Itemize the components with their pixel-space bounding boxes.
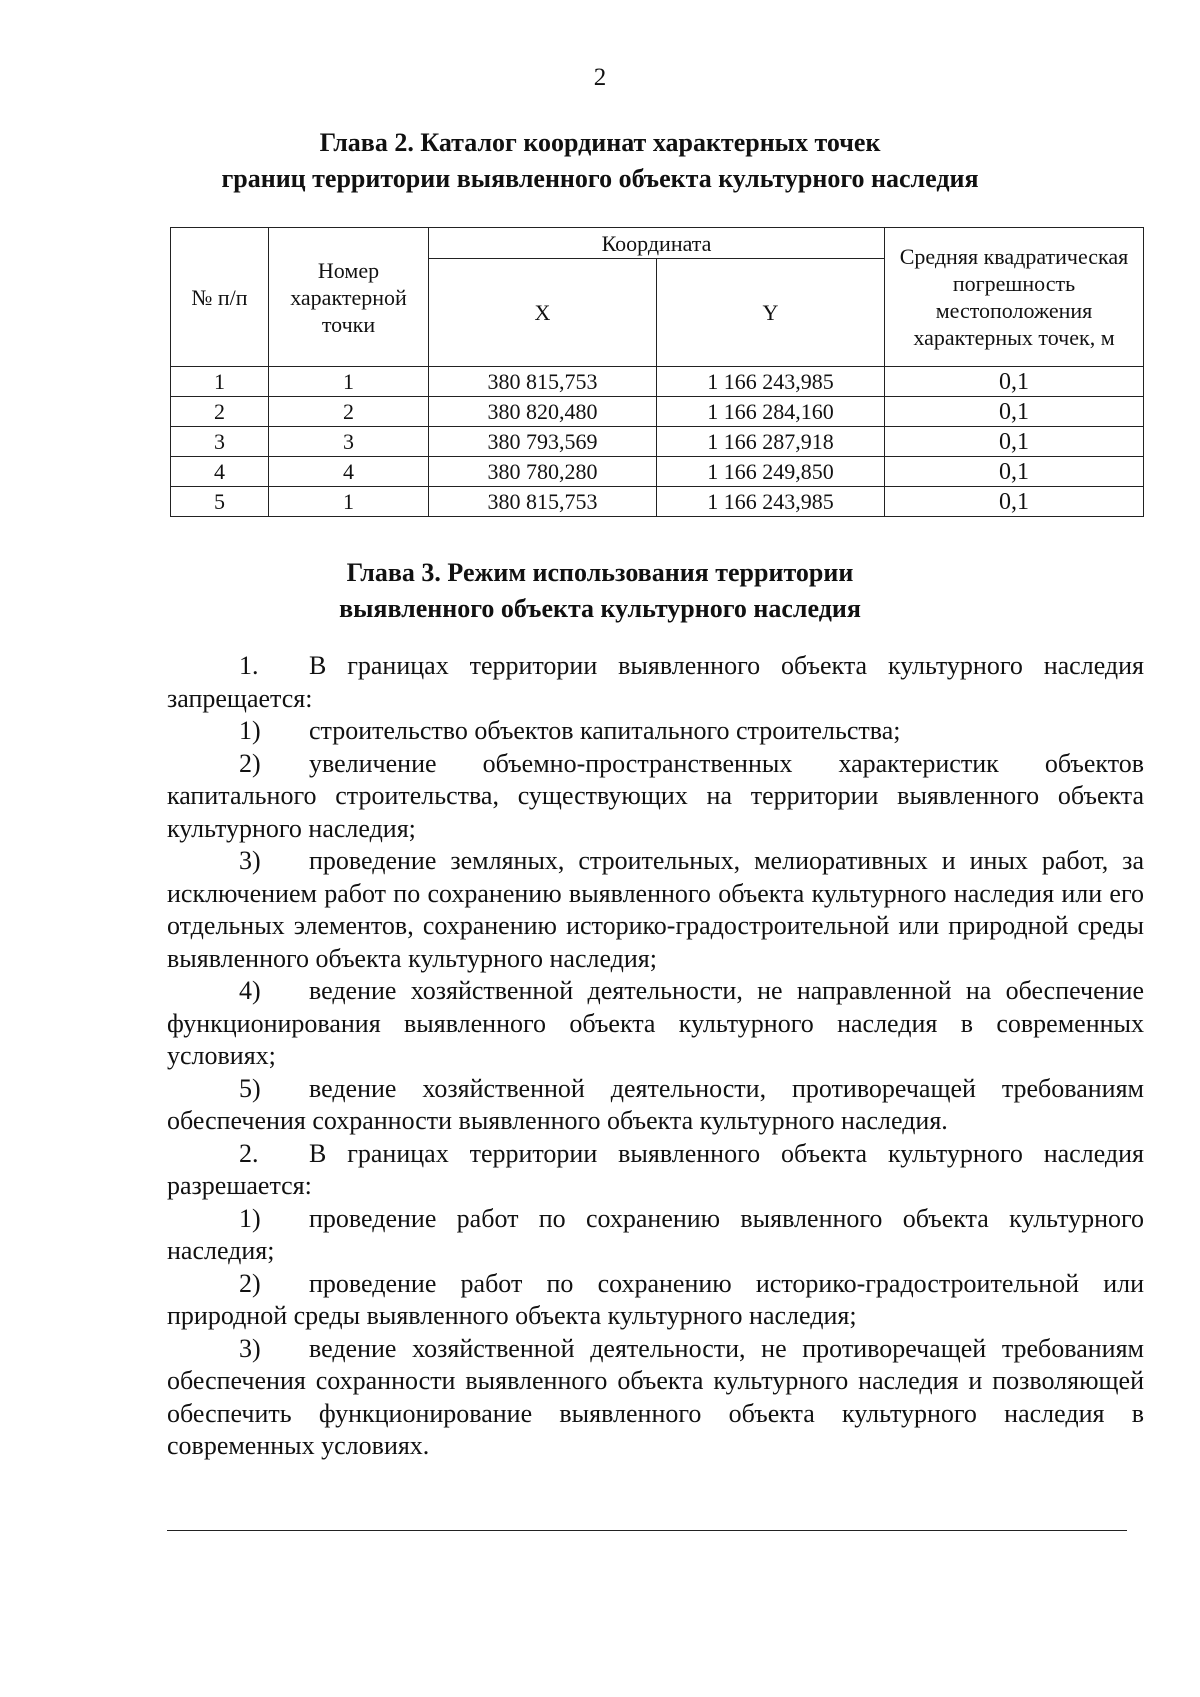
list-item-text: В границах территории выявленного объекта культурного наследия разрешается: — [167, 1138, 1144, 1200]
list-item-text: ведение хозяйственной деятельности, не противоречащей требованиям обеспечения сохранности выявленного объекта культурного наследия и позволяющей обеспечить функционирование выявленного объекта культурного наследия в современных условиях. — [167, 1333, 1144, 1460]
cell-error: 0,1 — [885, 397, 1144, 427]
cell-y: 1 166 249,850 — [657, 457, 885, 487]
list-item — [167, 1333, 1144, 1463]
list-item — [167, 1203, 1144, 1268]
cell-point: 1 — [269, 487, 429, 517]
list-item-text: строительство объектов капитального строительства; — [309, 716, 901, 745]
list-item-number: 3) — [239, 846, 261, 875]
chapter-2-heading — [0, 125, 1200, 197]
header-num: № п/п — [171, 228, 269, 367]
list-item-text: ведение хозяйственной деятельности, противоречащей требованиям обеспечения сохранности выявленного объекта культурного наследия. — [167, 1073, 1144, 1135]
table-row — [171, 457, 1144, 487]
list-item — [167, 715, 1144, 748]
list-item-text: проведение работ по сохранению историко-градостроительной или природной среды выявленного объекта культурного наследия; — [167, 1268, 1144, 1330]
list-item-number: 3) — [239, 1333, 261, 1363]
coordinates-table — [170, 227, 1144, 517]
cell-point: 3 — [269, 427, 429, 457]
chapter-3-title-line-1: Глава 3. Режим использования территории — [346, 558, 854, 587]
list-item-text: проведение работ по сохранению выявленного объекта культурного наследия; — [167, 1203, 1144, 1265]
chapter-3-heading — [0, 555, 1200, 627]
cell-y: 1 166 287,918 — [657, 427, 885, 457]
list-item — [167, 845, 1144, 975]
header-x: X — [429, 259, 657, 367]
cell-error: 0,1 — [885, 427, 1144, 457]
table-row — [171, 397, 1144, 427]
list-item — [167, 748, 1144, 846]
cell-num: 4 — [171, 457, 269, 487]
list-item-number: 1) — [239, 1203, 261, 1233]
chapter-2-title-line-2: границ территории выявленного объекта культурного наследия — [221, 164, 979, 193]
cell-x: 380 780,280 — [429, 457, 657, 487]
list-item — [167, 1268, 1144, 1333]
list-item-number: 2. — [239, 1138, 259, 1168]
list-item — [167, 1138, 1144, 1203]
cell-error: 0,1 — [885, 487, 1144, 517]
list-item — [167, 975, 1144, 1073]
cell-point: 2 — [269, 397, 429, 427]
list-item-text: ведение хозяйственной деятельности, не направленной на обеспечение функционирования выявленного объекта культурного наследия в современных условиях; — [167, 976, 1144, 1070]
list-item-text: проведение земляных, строительных, мелиоративных и иных работ, за исключением работ по сохранению выявленного объекта культурного наследия или его отдельных элементов, сохранению историко-градостроительной или природной среды выявленного объекта культурного наследия; — [167, 846, 1144, 973]
cell-x: 380 820,480 — [429, 397, 657, 427]
header-coordinate: Координата — [429, 228, 885, 259]
list-item-number: 2) — [239, 1268, 261, 1298]
cell-x: 380 815,753 — [429, 367, 657, 397]
cell-y: 1 166 284,160 — [657, 397, 885, 427]
list-item-text: увеличение объемно-пространственных характеристик объектов капитального строительства, существующих на территории выявленного объекта культурного наследия; — [167, 748, 1144, 843]
cell-point: 4 — [269, 457, 429, 487]
header-point: Номер характерной точки — [269, 228, 429, 367]
chapter-2-title-line-1: Глава 2. Каталог координат характерных точек — [319, 128, 881, 157]
cell-x: 380 793,569 — [429, 427, 657, 457]
header-y: Y — [657, 259, 885, 367]
list-item-number: 4) — [239, 976, 261, 1005]
cell-num: 2 — [171, 397, 269, 427]
cell-y: 1 166 243,985 — [657, 367, 885, 397]
cell-y: 1 166 243,985 — [657, 487, 885, 517]
cell-point: 1 — [269, 367, 429, 397]
cell-num: 1 — [171, 367, 269, 397]
list-item-number: 1) — [239, 716, 261, 745]
cell-num: 5 — [171, 487, 269, 517]
list-item — [167, 650, 1144, 715]
table-row — [171, 367, 1144, 397]
page-number: 2 — [593, 64, 607, 91]
cell-x: 380 815,753 — [429, 487, 657, 517]
cell-error: 0,1 — [885, 367, 1144, 397]
regime-text — [167, 650, 1144, 1463]
bottom-rule — [167, 1530, 1127, 1531]
header-error: Средняя квадратическая погрешность местоположения характерных точек, м — [885, 228, 1144, 367]
list-item-number: 2) — [239, 748, 261, 778]
list-item — [167, 1073, 1144, 1138]
table-row — [171, 427, 1144, 457]
list-item-number: 5) — [239, 1073, 261, 1103]
cell-error: 0,1 — [885, 457, 1144, 487]
cell-num: 3 — [171, 427, 269, 457]
list-item-number: 1. — [239, 651, 259, 680]
chapter-3-title-line-2: выявленного объекта культурного наследия — [339, 594, 861, 623]
table-row — [171, 487, 1144, 517]
list-item-text: В границах территории выявленного объекта культурного наследия запрещается: — [167, 651, 1144, 713]
